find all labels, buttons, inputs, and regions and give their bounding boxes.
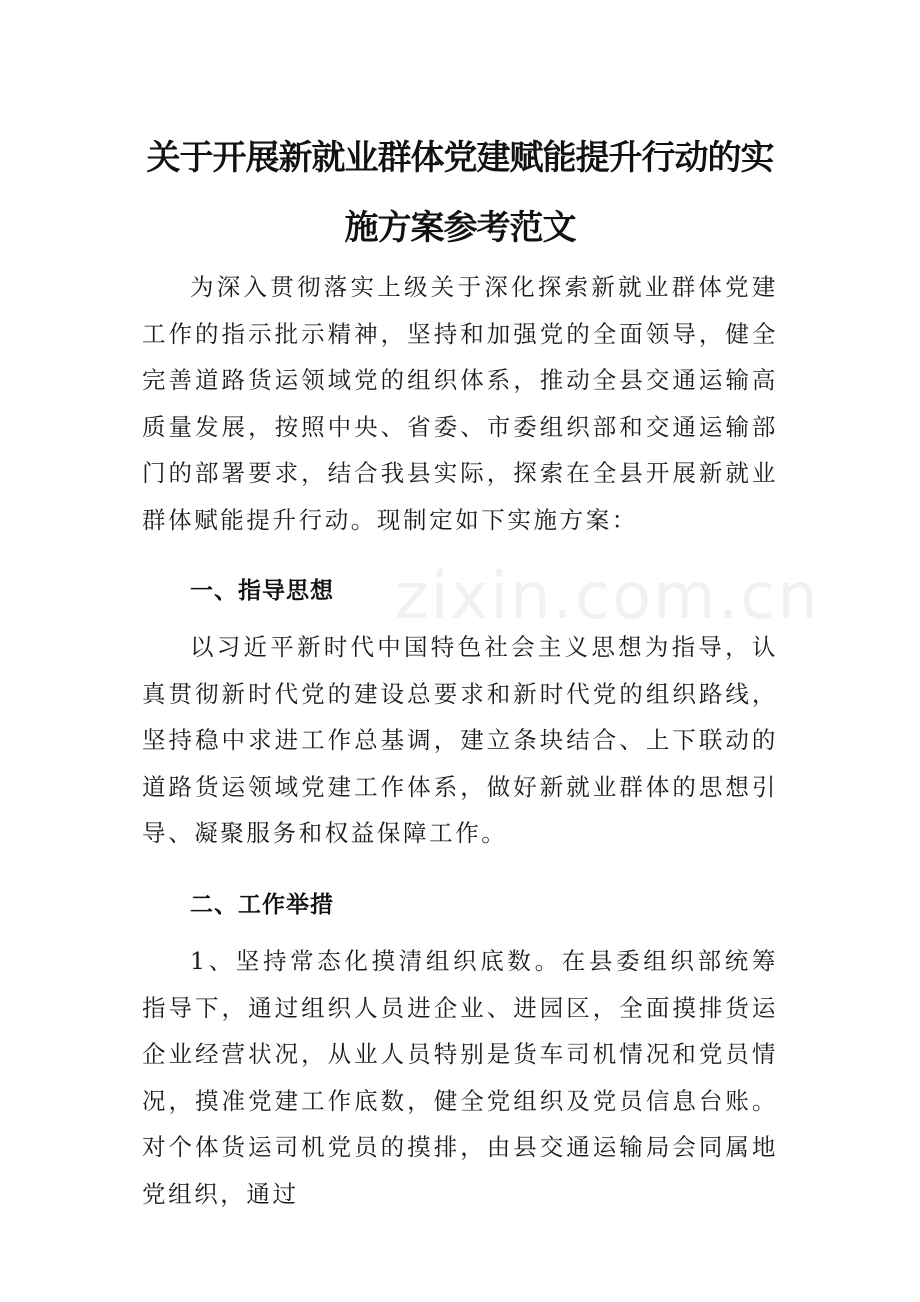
section-1-heading: 一、指导思想 xyxy=(190,578,334,604)
intro-paragraph: 为深入贯彻落实上级关于深化探索新就业群体党建工作的指示批示精神，坚持和加强党的全面领导，健全完善道路货运领域党的组织体系，推动全县交通运输高质量发展，按照中央、省委、市委组织部和交通运输部门的部署要求，结合我县实际，探索在全县开展新就业群体赋能提升行动。现制定如下实施方案： xyxy=(142,273,778,534)
document-title-line-1: 关于开展新就业群体党建赋能提升行动的实 xyxy=(146,138,774,178)
document-title-line-2: 施方案参考范文 xyxy=(344,208,576,248)
section-2-item-1-paragraph: 1、坚持常态化摸清组织底数。在县委组织部统筹指导下，通过组织人员进企业、进园区，全面摸排货运企业经营状况，从业人员特别是货车司机情况和党员情况，摸准党建工作底数，健全党组织及党员信息台账。对个体货运司机党员的摸排，由县交通运输局会同属地党组织，通过 xyxy=(142,947,778,1208)
section-2-heading: 二、工作举措 xyxy=(190,892,334,918)
section-1-paragraph: 以习近平新时代中国特色社会主义思想为指导，认真贯彻新时代党的建设总要求和新时代党的组织路线，坚持稳中求进工作总基调，建立条块结合、上下联动的道路货运领域党建工作体系，做好新就业群体的思想引导、凝聚服务和权益保障工作。 xyxy=(142,633,778,847)
watermark: zixin.com.cn xyxy=(395,560,820,634)
